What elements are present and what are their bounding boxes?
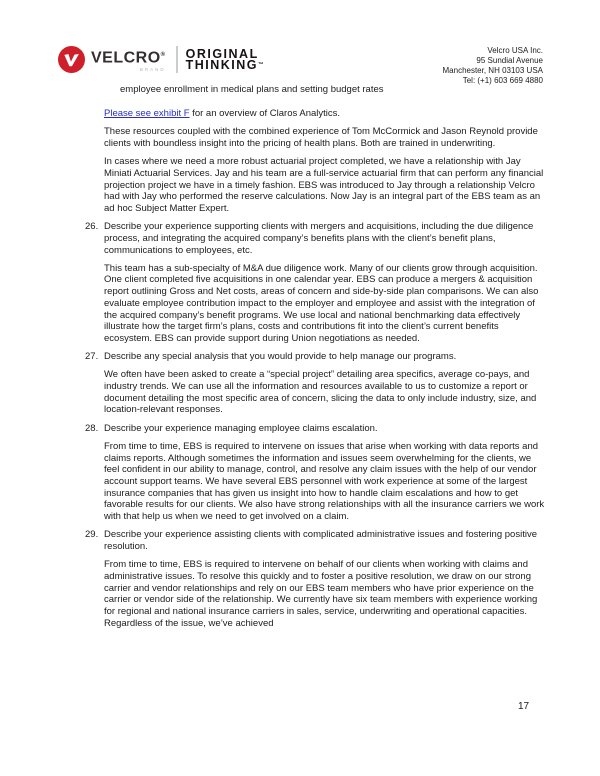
document-body <box>85 108 547 636</box>
question-text: Describe your experience supporting clients with mergers and acquisitions, including the due diligence process, and integrating the acquired company’s benefits plans with the client’s benefit plans, communications to employees, etc. <box>104 221 534 256</box>
intro-paragraph-rest: for an overview of Claros Analytics. <box>189 108 341 119</box>
company-address-block <box>443 46 544 86</box>
address-phone: Tel: (+1) 603 669 4880 <box>462 76 543 85</box>
velcro-wordmark <box>91 47 166 72</box>
question-29 <box>85 529 547 552</box>
answer-28: From time to time, EBS is required to intervene on issues that arise when working with data reports and claims reports. Although sometimes the information and issues seem overwhelming for the clients, we feel confident in our ability to manage, control, and resolve any claim issues with the help of our vendor account support teams. We have several EBS personnel with work experience at some of the largest insurance companies that has given us insight into how to handle claim escalations and how to get favorable results for our clients. We also have strong relationships with all the insurance carriers we work with that help us when we need to get involved on a claim. <box>104 440 545 523</box>
address-street: 95 Sundial Avenue <box>476 56 543 65</box>
answer-29: From time to time, EBS is required to intervene on behalf of our clients when working with claims and administrative issues. To resolve this quickly and to foster a positive resolution, we draw on our strong carrier and vendor relationships and rely on our EBS team members who have prior experience on the carrier or vendor side of the relationship. We currently have six team members with experience working for regional and national insurance carriers in sales, service, underwriting and operational capacities. Regardless of the issue, we’ve achieved <box>104 559 538 629</box>
brand-name: VELCRO <box>91 49 161 67</box>
tagline-line1: ORIGINAL <box>185 46 259 61</box>
question-text: Describe your experience assisting clients with complicated administrative issues and fostering positive resolution. <box>104 529 537 552</box>
question-28 <box>85 423 547 435</box>
address-company: Velcro USA Inc. <box>487 46 543 55</box>
answer-27: We often have been asked to create a “special project” detailing area specifics, average co-pays, and industry trends. We can use all the information and resources available to us to customize a report or document detailing the most specific area of concern, slicing the data to only include industry, size, and location-relevant responses. <box>104 369 537 416</box>
exhibit-f-link[interactable]: Please see exhibit F <box>104 108 190 119</box>
page-number: 17 <box>518 701 530 712</box>
question-number: 28. <box>85 422 99 434</box>
question-text: Describe any special analysis that you would provide to help manage our programs. <box>104 351 457 363</box>
question-text: Describe your experience managing employee claims escalation. <box>104 422 378 434</box>
paragraph-actuarial: In cases where we need a more robust actuarial project completed, we have a relationship with Jay Miniati Actuarial Services. Jay and his team are a full-service actuarial firm that can perform any financial projection project we have in a timely fashion. EBS was introduced to Jay through a relationship Velcro had with Jay who performed the reserve calculations. Now Jay is an integral part of the EBS team as an ad hoc Subject Matter Expert. <box>104 156 544 214</box>
question-number: 26. <box>85 221 99 233</box>
brand-sub-label: BRAND <box>139 67 166 73</box>
question-number: 27. <box>85 351 99 363</box>
answer-26: This team has a sub-specialty of M&A due diligence work. Many of our clients grow through acquisition. One client completed five acquisitions in one calendar year. EBS can produce a mergers & acquisition report outlining Gross and Net costs, areas of concern and side-by-side plan comparisons. We can also evaluate employee contribution impact to the employer and employee and assist with the integration of the acquired company’s benefit programs. We use local and national benchmarking data effectively illustrate how the target firm’s plans, costs and contributions fit into the client’s current benefits ecosystem. EBS can provide support during Union negotiations as needed. <box>104 262 539 344</box>
address-city: Manchester, NH 03103 USA <box>442 66 543 75</box>
question-26 <box>85 221 547 256</box>
carryover-text-line: employee enrollment in medical plans and setting budget rates <box>120 84 384 95</box>
question-27 <box>85 351 547 363</box>
velcro-v-icon <box>58 46 85 73</box>
original-thinking-logotype <box>185 46 264 72</box>
trademark-mark: ™ <box>258 61 264 68</box>
tagline-line2: THINKING <box>185 57 259 72</box>
registered-mark: ® <box>160 51 166 58</box>
logo-divider <box>176 46 178 73</box>
paragraph-resources: These resources coupled with the combined experience of Tom McCormick and Jason Reynold provide clients with boundless insight into the pricing of health plans. Both are trained in underwriting. <box>104 126 538 149</box>
intro-paragraph <box>85 108 547 120</box>
question-number: 29. <box>85 529 99 541</box>
